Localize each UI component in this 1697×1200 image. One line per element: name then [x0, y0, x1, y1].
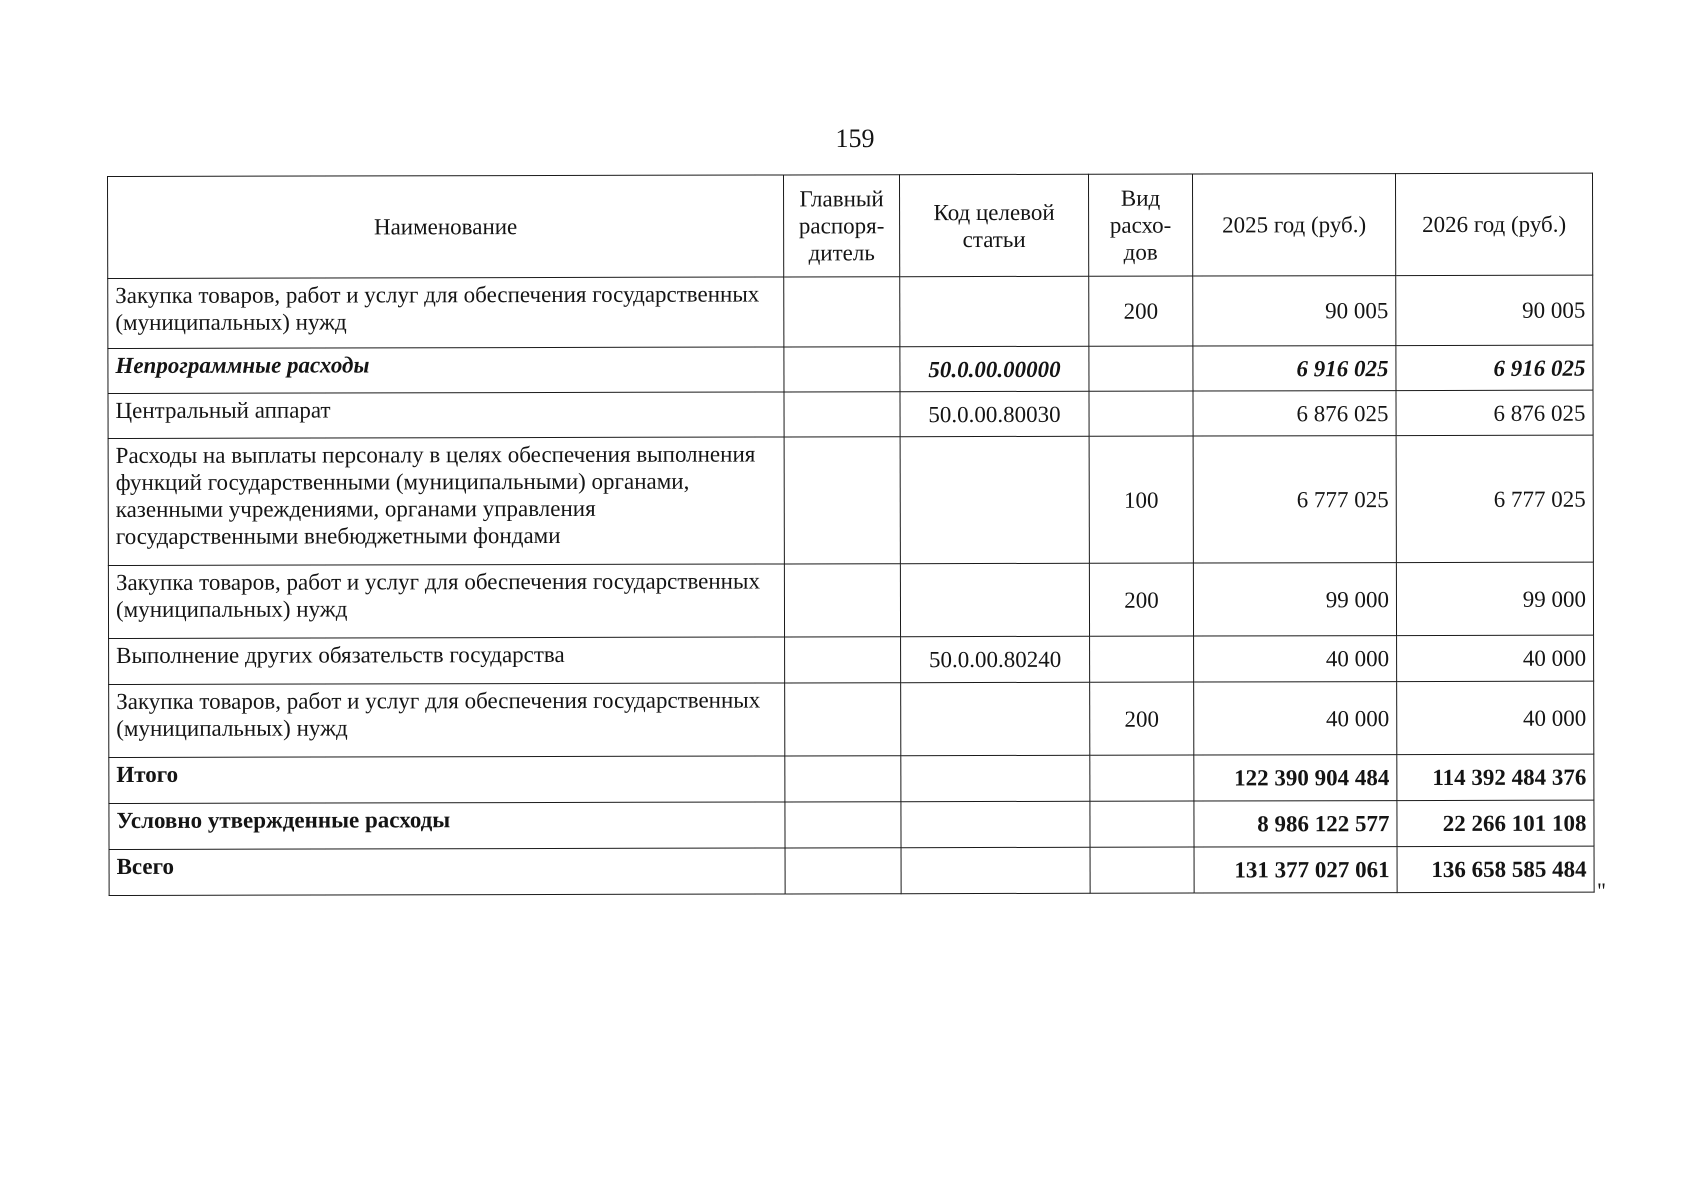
cell-2025: 6 876 025 — [1193, 391, 1396, 436]
cell-manager — [784, 564, 900, 637]
page-number: 159 — [835, 124, 875, 153]
cell-code — [901, 847, 1090, 893]
cell-manager — [784, 347, 900, 392]
cell-manager — [785, 756, 901, 802]
cell-manager — [785, 802, 901, 848]
cell-type: 100 — [1089, 436, 1193, 563]
cell-code — [901, 682, 1090, 755]
cell-code: 50.0.00.00000 — [900, 346, 1089, 391]
table-row — [108, 345, 1593, 393]
cell-manager — [785, 683, 901, 756]
cell-name: Условно утвержденные расходы — [109, 802, 785, 850]
cell-2026: 114 392 484 376 — [1397, 754, 1594, 800]
cell-2026: 6 916 025 — [1396, 345, 1593, 390]
cell-type — [1090, 847, 1194, 893]
cell-type — [1090, 636, 1194, 682]
cell-manager — [784, 392, 900, 437]
cell-2025: 99 000 — [1193, 563, 1396, 636]
table-row — [108, 562, 1593, 638]
cell-code — [900, 436, 1089, 563]
header-type: Вид расхо-дов — [1088, 174, 1192, 276]
header-2026: 2026 год (руб.) — [1395, 173, 1592, 275]
cell-type: 200 — [1089, 563, 1193, 636]
budget-table — [107, 173, 1595, 896]
header-name: Наименование — [108, 175, 784, 279]
cell-name: Расходы на выплаты персоналу в целях обеспечения выполнения функций государственными (муниципальными) органами, казенными учреждениями, органами управления государственными внебюджетными фондами — [108, 437, 784, 566]
cell-2026: 22 266 101 108 — [1397, 800, 1594, 846]
cell-2026: 6 777 025 — [1396, 435, 1593, 562]
cell-type: 200 — [1090, 682, 1194, 755]
cell-2026: 6 876 025 — [1396, 390, 1593, 435]
cell-code — [901, 801, 1090, 847]
cell-2026: 40 000 — [1397, 681, 1594, 754]
cell-name: Закупка товаров, работ и услуг для обеспечения государственных (муниципальных) нужд — [108, 277, 784, 349]
closing-quote-mark: " — [1597, 878, 1606, 903]
table-row — [108, 390, 1593, 438]
header-code: Код целевой статьи — [899, 174, 1088, 276]
cell-2026: 90 005 — [1396, 275, 1593, 345]
cell-name: Центральный аппарат — [108, 392, 784, 439]
cell-2025: 6 777 025 — [1193, 436, 1396, 563]
cell-2025: 6 916 025 — [1193, 346, 1396, 391]
cell-2025: 8 986 122 577 — [1194, 801, 1397, 847]
header-manager: Главный распоря-дитель — [783, 175, 899, 277]
cell-2026: 40 000 — [1397, 635, 1594, 681]
table-row — [109, 635, 1594, 684]
cell-type: 200 — [1089, 276, 1193, 346]
cell-type — [1090, 755, 1194, 801]
cell-2025: 122 390 904 484 — [1194, 755, 1397, 801]
cell-2025: 131 377 027 061 — [1194, 847, 1397, 893]
table-row — [109, 846, 1594, 895]
cell-manager — [785, 848, 901, 894]
table-row — [109, 681, 1594, 757]
cell-name: Всего — [109, 848, 785, 896]
cell-code — [900, 563, 1089, 636]
cell-name: Закупка товаров, работ и услуг для обеспечения государственных (муниципальных) нужд — [108, 564, 784, 639]
cell-manager — [785, 637, 901, 683]
cell-name: Закупка товаров, работ и услуг для обеспечения государственных (муниципальных) нужд — [109, 683, 785, 758]
table-row — [108, 275, 1593, 348]
header-2025: 2025 год (руб.) — [1192, 174, 1395, 276]
cell-type — [1090, 801, 1194, 847]
table-header-row — [108, 173, 1593, 278]
cell-code: 50.0.00.80030 — [900, 391, 1089, 436]
table-row — [109, 800, 1594, 849]
cell-2025: 90 005 — [1193, 276, 1396, 346]
cell-manager — [784, 277, 900, 347]
cell-type — [1089, 391, 1193, 436]
cell-type — [1089, 346, 1193, 391]
cell-2025: 40 000 — [1194, 636, 1397, 682]
cell-2026: 99 000 — [1396, 562, 1593, 635]
cell-name: Итого — [109, 756, 785, 804]
cell-code — [901, 755, 1090, 801]
cell-name: Выполнение других обязательств государства — [109, 637, 785, 685]
cell-name: Непрограммные расходы — [108, 347, 784, 394]
cell-2025: 40 000 — [1194, 682, 1397, 755]
cell-code: 50.0.00.80240 — [901, 636, 1090, 682]
cell-code — [900, 276, 1089, 346]
cell-2026: 136 658 585 484 — [1397, 846, 1594, 892]
table-row — [109, 754, 1594, 803]
cell-manager — [784, 437, 900, 564]
table-row — [108, 435, 1593, 565]
